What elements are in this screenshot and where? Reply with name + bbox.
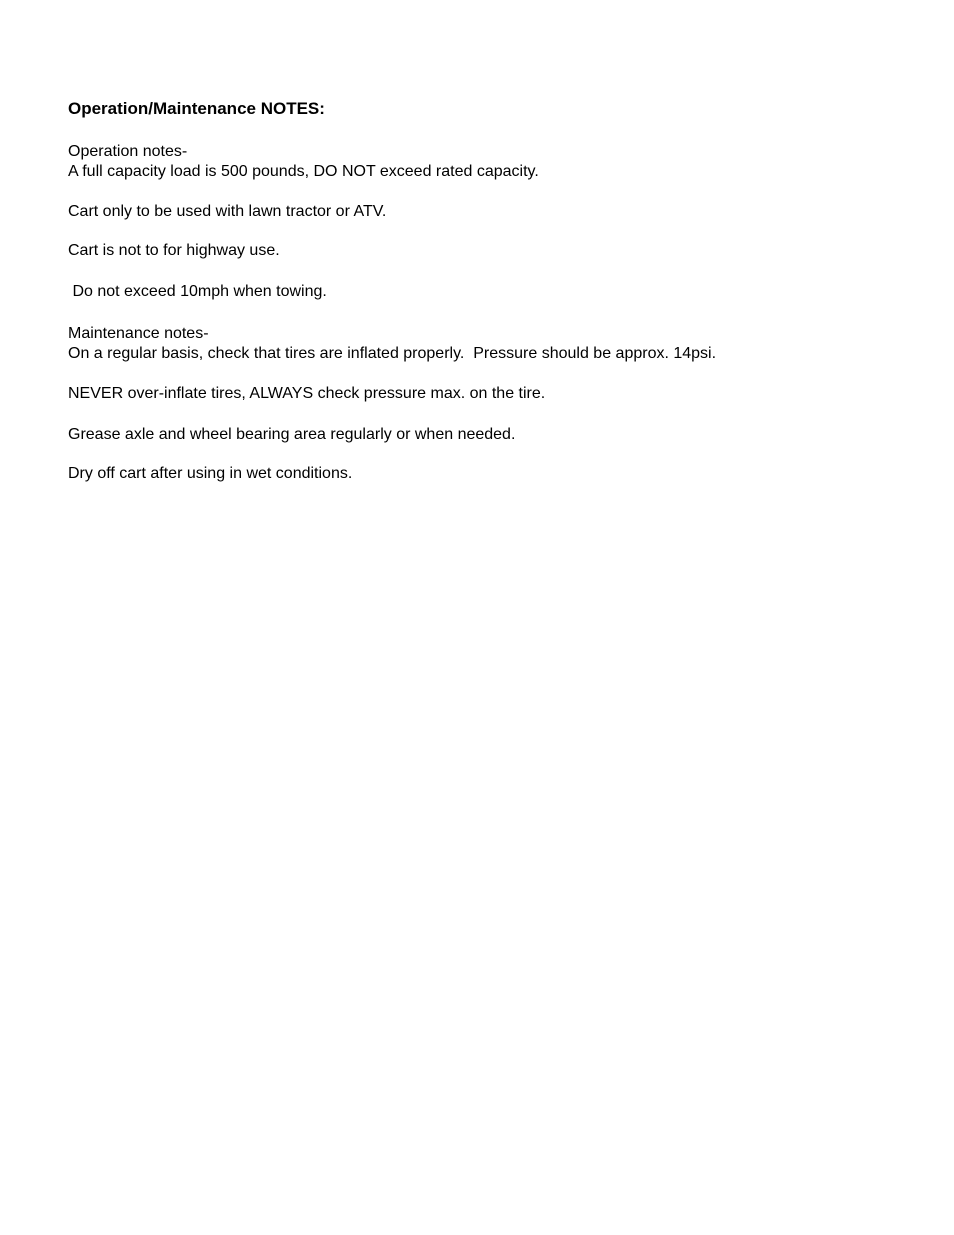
document-heading: Operation/Maintenance NOTES: xyxy=(68,99,325,118)
maintenance-note-grease: Grease axle and wheel bearing area regularly or when needed. xyxy=(68,426,516,443)
maintenance-note-dry: Dry off cart after using in wet conditions. xyxy=(68,465,353,482)
operation-note-capacity: A full capacity load is 500 pounds, DO NOT exceed rated capacity. xyxy=(68,163,539,180)
maintenance-notes-label: Maintenance notes- xyxy=(68,325,209,342)
operation-note-tractor: Cart only to be used with lawn tractor or ATV. xyxy=(68,203,387,220)
operation-notes-label: Operation notes- xyxy=(68,143,188,160)
operation-note-speed: Do not exceed 10mph when towing. xyxy=(68,283,327,300)
operation-note-highway: Cart is not to for highway use. xyxy=(68,242,280,259)
maintenance-note-inflate: NEVER over-inflate tires, ALWAYS check pressure max. on the tire. xyxy=(68,385,546,402)
maintenance-note-tires: On a regular basis, check that tires are inflated properly. Pressure should be approx. 14psi. xyxy=(68,345,717,362)
